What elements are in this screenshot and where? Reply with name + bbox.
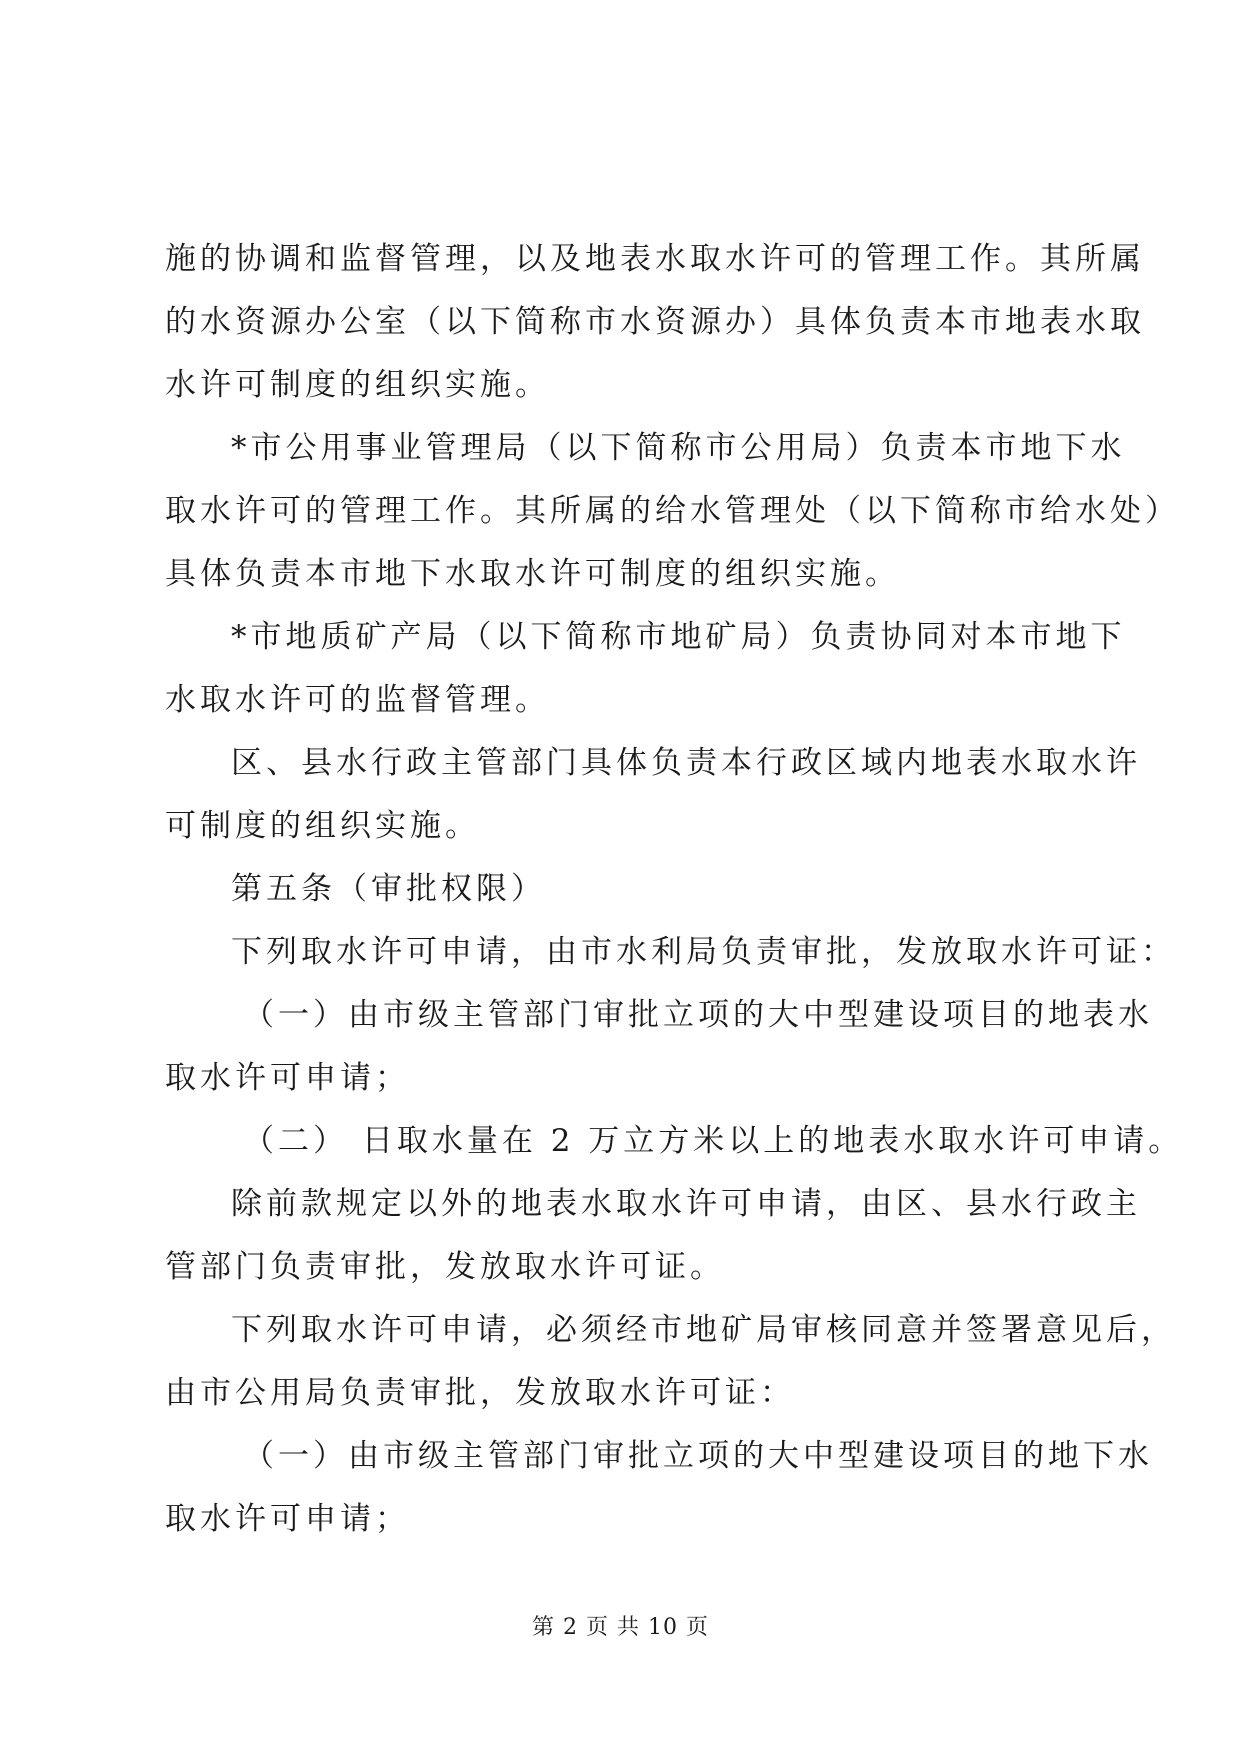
paragraph-start: *市地质矿产局（以下简称市地矿局）负责协同对本市地下 <box>231 619 1126 655</box>
page-footer: 第 2 页 共 10 页 <box>532 1615 709 1640</box>
list-item: （二） 日取水量在 2 万立方米以上的地表水取水许可申请。 <box>243 1123 1184 1159</box>
text-line: 可制度的组织实施。 <box>165 808 480 844</box>
paragraph-start: 下列取水许可申请，必须经市地矿局审核同意并签署意见后， <box>231 1312 1176 1348</box>
text-line: 具体负责本市地下水取水许可制度的组织实施。 <box>165 556 900 592</box>
article-heading: 第五条（审批权限） <box>231 871 546 907</box>
text-line: 管部门负责审批，发放取水许可证。 <box>165 1249 725 1285</box>
paragraph-start: 区、县水行政主管部门具体负责本行政区域内地表水取水许 <box>231 745 1141 781</box>
text-line: 由市公用局负责审批，发放取水许可证： <box>165 1375 795 1411</box>
document-body <box>165 228 1184 1551</box>
text-line: 施的协调和监督管理，以及地表水取水许可的管理工作。其所属 <box>165 241 1145 277</box>
list-item: （一）由市级主管部门审批立项的大中型建设项目的地表水 <box>243 997 1153 1033</box>
text-line: 水许可制度的组织实施。 <box>165 367 550 403</box>
text-line: 取水许可的管理工作。其所属的给水管理处（以下简称市给水处） <box>165 493 1180 529</box>
paragraph-start: 除前款规定以外的地表水取水许可申请，由区、县水行政主 <box>231 1186 1141 1222</box>
text-line: 的水资源办公室（以下简称市水资源办）具体负责本市地表水取 <box>165 304 1145 340</box>
text-line: 取水许可申请； <box>165 1501 410 1537</box>
list-item: （一）由市级主管部门审批立项的大中型建设项目的地下水 <box>243 1438 1153 1474</box>
text-line: 水取水许可的监督管理。 <box>165 682 550 718</box>
paragraph-start: *市公用事业管理局（以下简称市公用局）负责本市地下水 <box>231 430 1126 466</box>
paragraph-start: 下列取水许可申请，由市水利局负责审批，发放取水许可证： <box>231 934 1176 970</box>
text-line: 取水许可申请； <box>165 1060 410 1096</box>
